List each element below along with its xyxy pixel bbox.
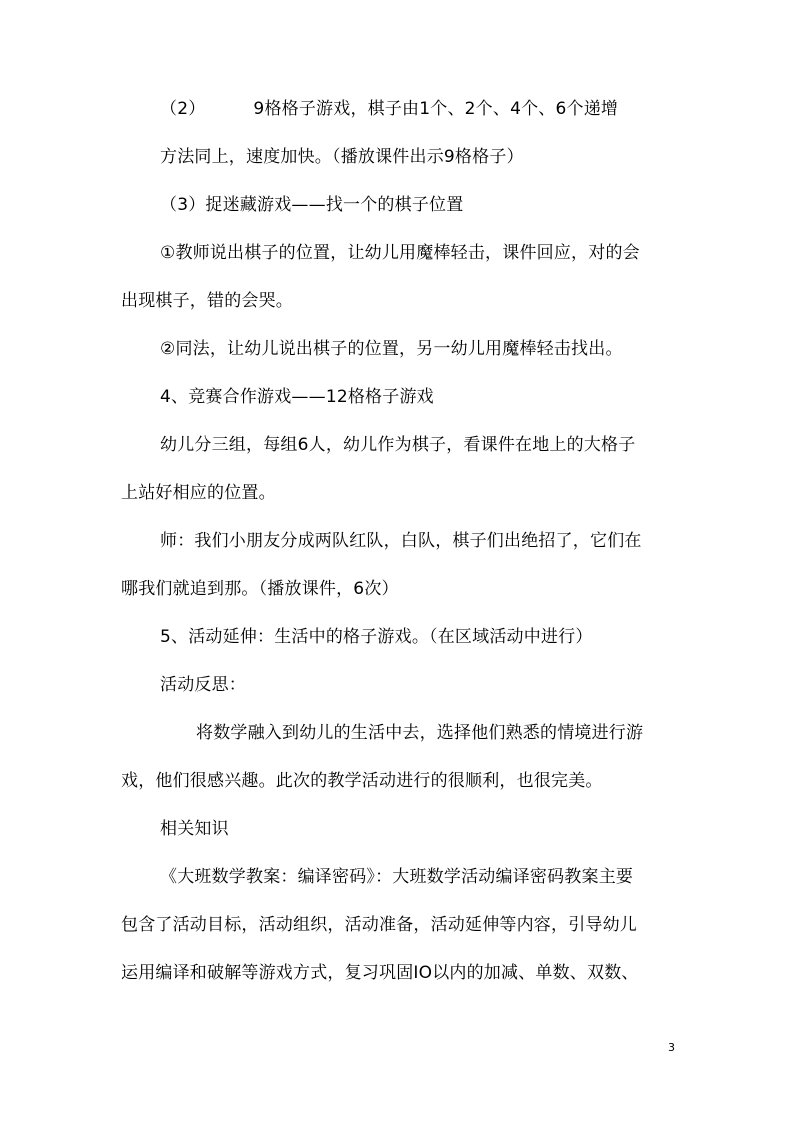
paragraph-line-11: 哪我们就追到那。（播放课件，6次）	[121, 579, 399, 599]
paragraph-line-1	[160, 98, 618, 120]
paragraph-line-17: 《大班数学教案：编译密码》：大班数学活动编译密码教案主要	[160, 867, 634, 887]
section-heading-reflection: 活动反思：	[160, 675, 246, 695]
paragraph-line-14: 将数学融入到幼儿的生活中去，选择他们熟悉的情境进行游	[196, 723, 644, 743]
paragraph-line-18: 包含了活动目标，活动组织，活动准备，活动延伸等内容，引导幼儿	[121, 915, 637, 935]
section-heading-3: （3）捉迷藏游戏——找一个的棋子位置	[160, 195, 464, 215]
section-heading-5: 5、活动延伸：生活中的格子游戏。（在区域活动中进行）	[160, 627, 593, 647]
paragraph-line-2: 方法同上，速度加快。（播放课件出示9格格子）	[160, 147, 524, 167]
section-heading-4: 4、竞赛合作游戏——12格格子游戏	[160, 387, 434, 407]
paragraph-line-4: ①教师说出棋子的位置，让幼儿用魔棒轻击，课件回应，对的会	[160, 243, 640, 263]
paragraph-line-10: 师：我们小朋友分成两队红队，白队，棋子们出绝招了，它们在	[160, 531, 642, 551]
paragraph-line-9: 上站好相应的位置。	[121, 483, 276, 503]
section-heading-related: 相关知识	[160, 819, 229, 839]
line-text: 9格格子游戏，棋子由1个、2个、4个、6个递增	[253, 99, 619, 119]
paragraph-line-5: 出现棋子，错的会哭。	[121, 291, 293, 311]
paragraph-line-8: 幼儿分三组，每组6人，幼儿作为棋子，看课件在地上的大格子	[160, 435, 636, 455]
page-number: 3	[668, 1041, 675, 1054]
paragraph-line-19: 运用编译和破解等游戏方式，复习巩固IO以内的加减、单数、双数、	[121, 963, 639, 983]
paragraph-line-6: ②同法，让幼儿说出棋子的位置，另一幼儿用魔棒轻击找出。	[160, 339, 623, 359]
paragraph-line-15: 戏，他们很感兴趣。此次的教学活动进行的很顺利，也很完美。	[121, 771, 603, 791]
list-number: （2）	[160, 99, 206, 119]
